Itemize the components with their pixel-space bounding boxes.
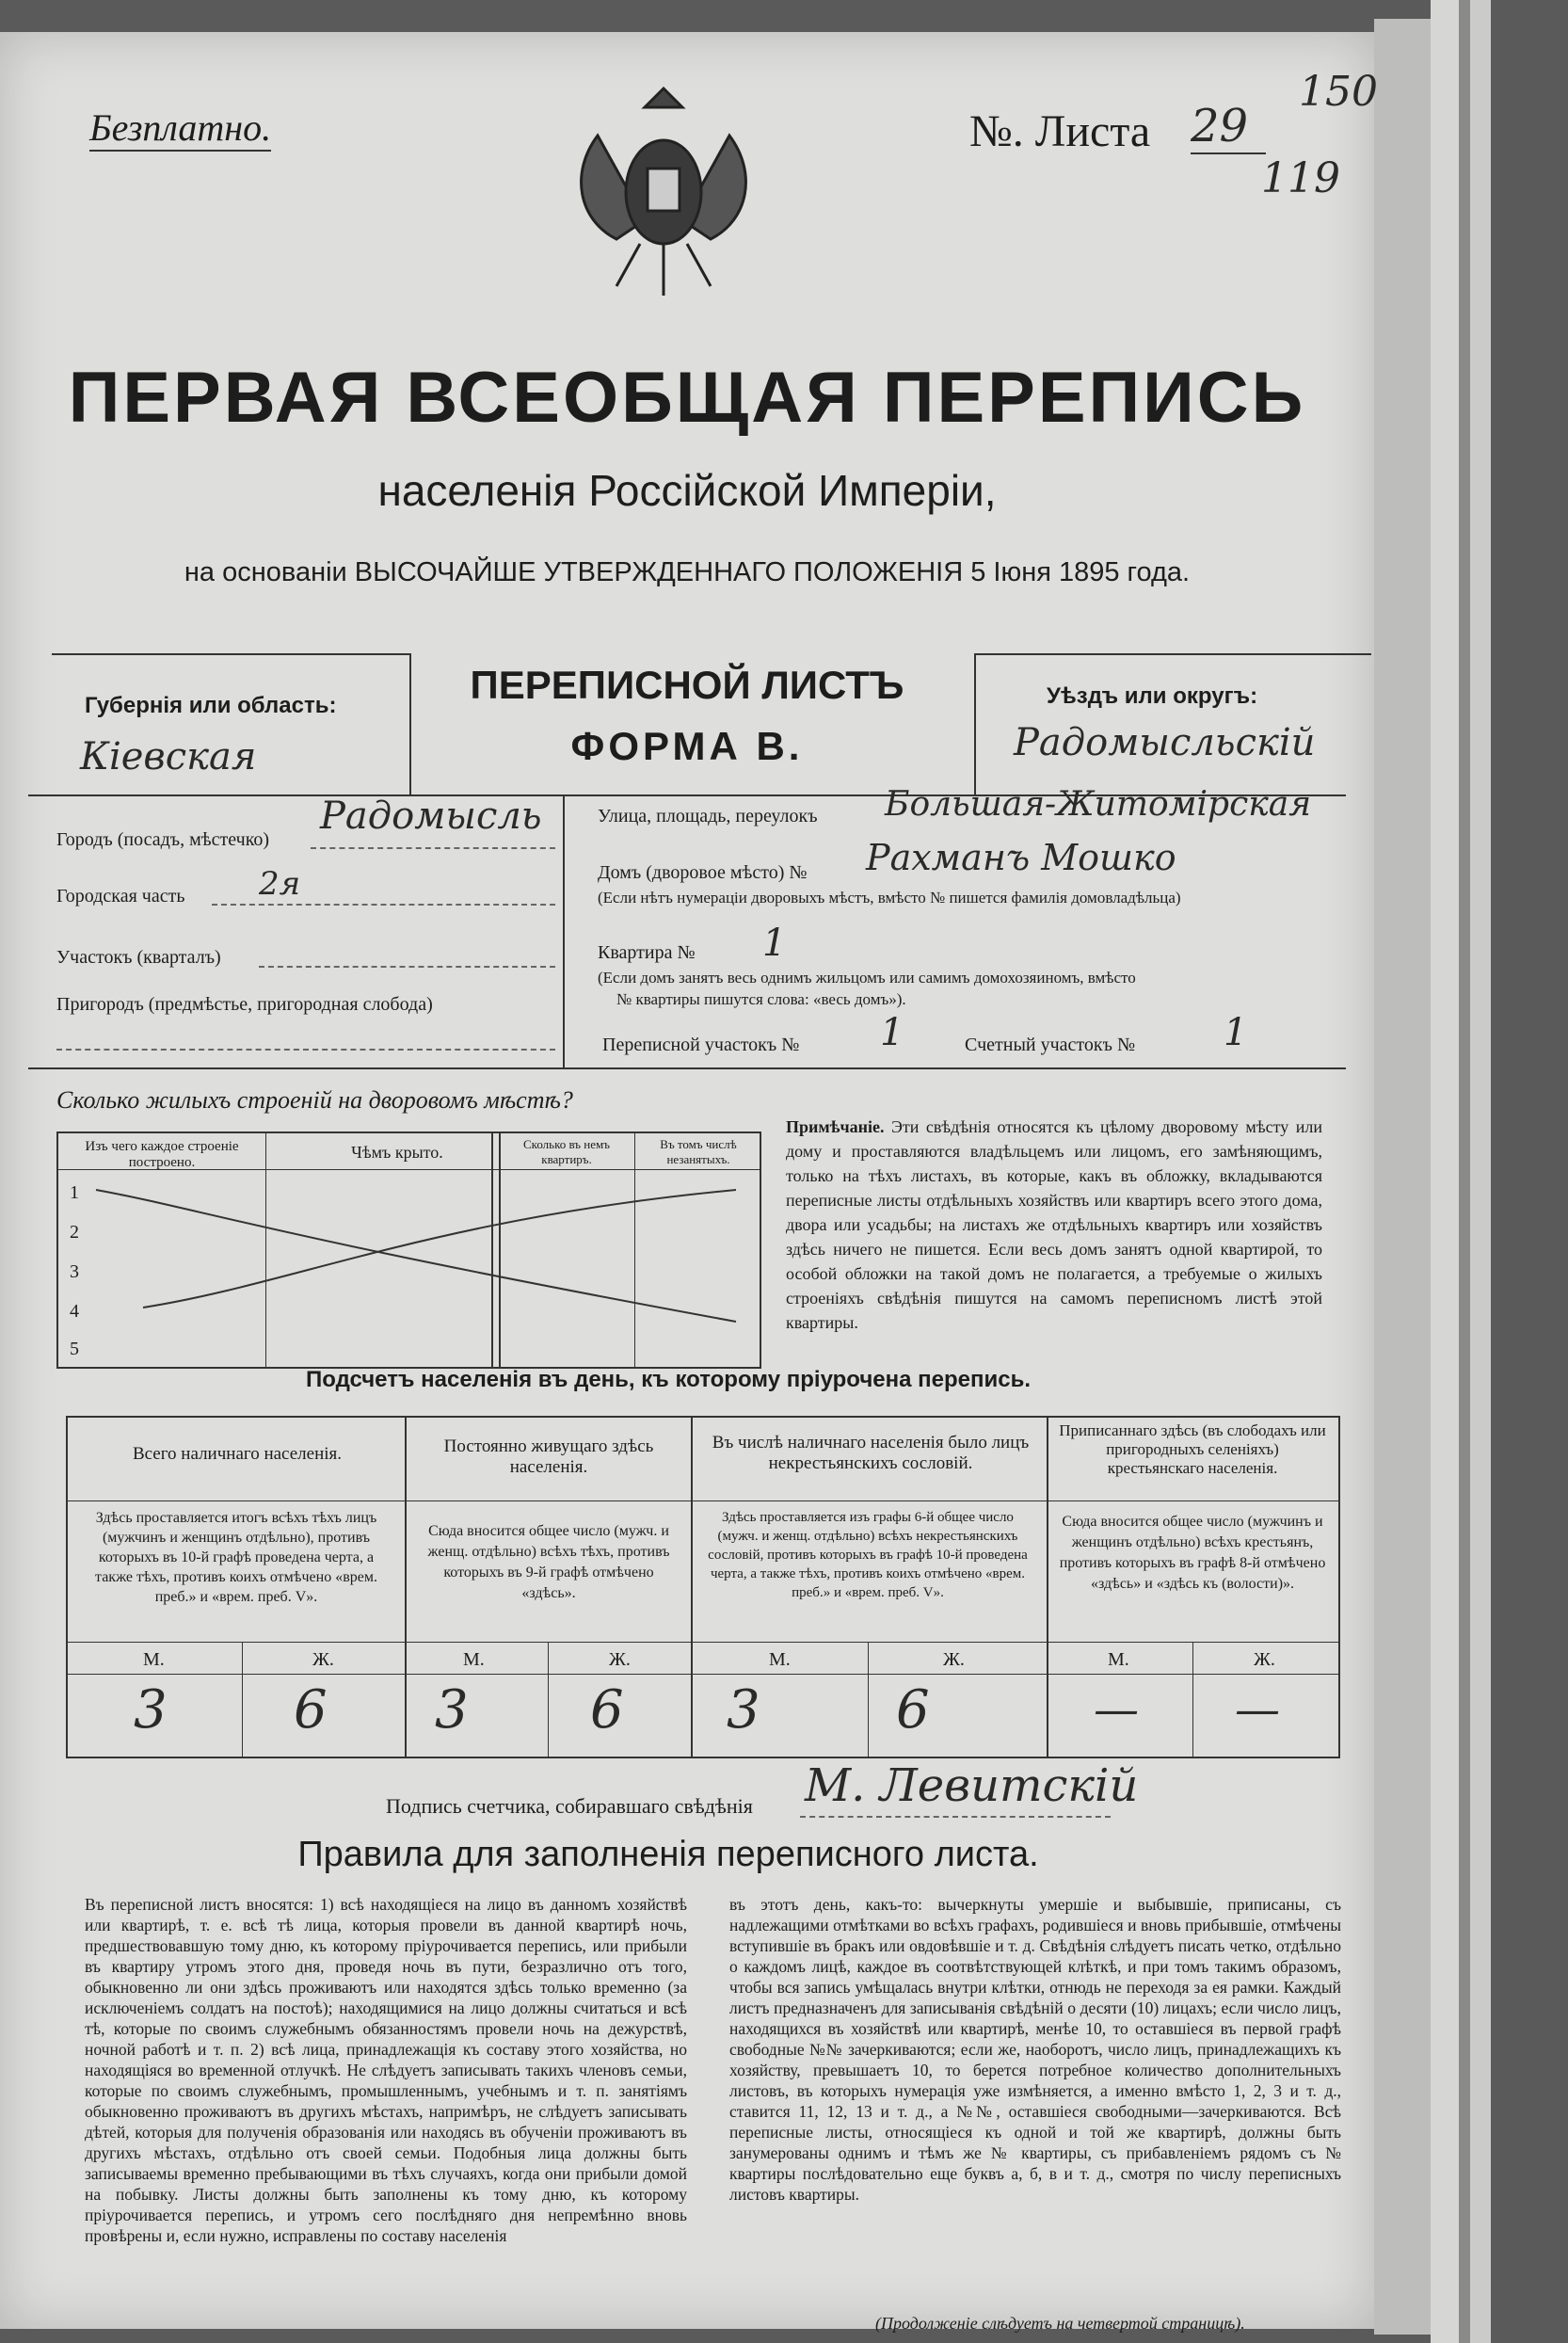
pop-col3-desc: Здѣсь проставляется изъ графы 6-й общее число (мужч. и женщ. отдѣльно) всѣхъ некрестьянскихъ сословій, противъ которыхъ въ графѣ 10-й проведена черта, а также тѣхъ, противъ коихъ отмѣчено «врем. преб.» и «врем. преб. V». <box>708 1510 1028 1600</box>
imperial-eagle-emblem <box>560 79 767 305</box>
census-area-label: Переписной участокъ № <box>602 1035 800 1055</box>
house-value: Рахманъ Мошко <box>866 837 1176 878</box>
buildings-table <box>56 1131 761 1369</box>
pop-col1-m-value: 3 <box>134 1679 168 1741</box>
sheet-number-value: 29 <box>1191 100 1266 154</box>
pop-col4-desc: Сюда вносится общее число (мужчинъ и женщинъ отдѣльно) всѣхъ крестьянъ, противъ которыхъ въ графѣ 8-й отмѣчено «здѣсь» и «здѣсь къ (волости)». <box>1059 1514 1326 1592</box>
archive-note-150: 150 <box>1299 68 1378 116</box>
main-title: ПЕРВАЯ ВСЕОБЩАЯ ПЕРЕПИСЬ <box>68 358 1306 438</box>
population-heading: Подсчетъ населенія въ день, къ которому пріурочена перепись. <box>306 1367 1031 1392</box>
basis-line: на основаніи ВЫСОЧАЙШЕ УТВЕРЖДЕННАГО ПОЛОЖЕНІЯ 5 Іюня 1895 года. <box>184 557 1191 587</box>
note-text: Эти свѣдѣнія относятся къ цѣлому дворовому мѣсту или дому и проставляются владѣльцемъ или лицомъ, его замѣняющимъ, только на тѣхъ листахъ, въ которые, какъ въ обложку, вкладываются переписные листы отдѣльныхъ хозяйствъ или квартиръ всего этого дома, двора или усадьбы; на листахъ же отдѣльныхъ квартиръ или хозяйствъ здѣсь ничего не пишется. Если весь домъ занятъ одной квартирой, то особой обложки на такой домъ не полагается, а требуемые о жилыхъ строеніяхъ свѣдѣнія пишутся на самомъ переписномъ листѣ этой квартиры. <box>786 1117 1322 1332</box>
form-name: ПЕРЕПИСНОЙ ЛИСТЪ <box>470 663 904 707</box>
house-note: (Если нѣтъ нумераціи дворовыхъ мѣстъ, вмѣсто № пишется фамилія домовладѣльца) <box>598 889 1181 907</box>
city-label: Городъ (посадъ, мѣстечко) <box>56 829 270 850</box>
note-paragraph <box>786 1115 1322 1335</box>
population-table <box>66 1416 1340 1758</box>
apartment-label: Квартира № <box>598 942 696 963</box>
buildings-header-material: Изъ чего каждое строеніе построено. <box>85 1139 239 1170</box>
pop-col2-m-value: 3 <box>435 1679 469 1741</box>
pop-col3-f-label: Ж. <box>943 1649 965 1670</box>
pop-col4-f-value: — <box>1235 1683 1280 1736</box>
building-row-1: 1 <box>70 1182 79 1203</box>
uezd-value: Радомысльскій <box>1014 721 1316 764</box>
buildings-header-apartments: Сколько въ немъ квартиръ. <box>523 1137 610 1166</box>
pop-col2-f-label: Ж. <box>609 1649 631 1670</box>
form-label: ФОРМА В. <box>570 724 804 768</box>
census-sheet <box>0 32 1378 2333</box>
apartment-note-2: № квартиры пишутся слова: «весь домъ»). <box>616 990 906 1008</box>
archive-note-119: 119 <box>1261 154 1340 202</box>
apartment-note-1: (Если домъ занятъ весь однимъ жильцомъ или самимъ домохозяиномъ, вмѣсто <box>598 969 1136 987</box>
pop-col3-f-value: 6 <box>896 1679 930 1741</box>
buildings-header-vacant: Въ томъ числѣ незанятыхъ. <box>660 1137 737 1166</box>
pop-col1-desc: Здѣсь проставляется итогъ всѣхъ тѣхъ лицъ (мужчинъ и женщинъ отдѣльно), противъ которыхъ въ 10-й графѣ проведена черта, а также тѣхъ, противъ коихъ отмѣчено «врем. преб.» и «врем. преб. V». <box>95 1510 377 1605</box>
suburb-label: Пригородъ (предмѣстье, пригородная слобода) <box>56 994 433 1015</box>
rules-continued: (Продолженіе слѣдуетъ на четвертой страницѣ). <box>875 2314 1245 2333</box>
pop-col4-m-value: — <box>1094 1683 1139 1736</box>
pop-col3-m-label: М. <box>769 1649 791 1670</box>
pop-col1-f-label: Ж. <box>312 1649 334 1670</box>
pop-col3-title: Въ числѣ наличнаго населенія было лицъ некрестьянскихъ сословій. <box>712 1433 1030 1473</box>
building-row-3: 3 <box>70 1261 79 1282</box>
signature-value: М. Левитскій <box>805 1759 1139 1812</box>
district-label: Участокъ (кварталъ) <box>56 947 221 968</box>
pop-col2-m-label: М. <box>463 1649 485 1670</box>
rules-left-column: Въ переписной листъ вносятся: 1) всѣ находящіеся на лицо въ данномъ хозяйствѣ или квартирѣ, т. е. всѣ тѣ лица, которыя провели въ данной квартирѣ ночь, предшествовавшую тому дню, къ которому пріурочивается перепись, или прибыли въ квартиру утромъ этого дня, проведя ночь въ пути, безразлично отъ того, обыкновенно ли они здѣсь проживаютъ или находятся здѣсь только временно (за исключеніемъ солдатъ на постоѣ); находящимися на лицо должны считаться и всѣ тѣ, которые по своимъ служебнымъ обязанностямъ провели ночь на дежурствѣ, ночной работѣ и т. п. 2) всѣ лица, принадлежащія къ составу этого хозяйства, но находящіяся во временной отлучкѣ. Не слѣдуетъ записывать такихъ членовъ семьи, которые по своимъ служебнымъ, промышленнымъ, учебнымъ и т. п. занятіямъ обыкновенно проживаютъ въ другихъ мѣстахъ, напримѣръ, не слѣдуетъ записывать дѣтей, которыя для полученія образованія или находясь въ обученіи проживаютъ въ другихъ мѣстахъ, отдѣльно отъ своей семьи. Подобныя лица должны быть записываемы временно пребывающими въ тѣхъ случаяхъ, когда они прибыли домой на побывку. Листы должны быть заполнены къ тому дню, къ которому пріурочивается перепись, и утромъ сего послѣдняго дня непремѣнно вновь провѣрены и, если нужно, исправлены по составу населенія <box>85 1895 687 2245</box>
pop-col4-f-label: Ж. <box>1254 1649 1275 1670</box>
building-row-2: 2 <box>70 1222 79 1243</box>
street-value: Большая-Житомірская <box>885 785 1312 824</box>
city-value: Радомысль <box>320 794 542 838</box>
pop-col4-m-label: М. <box>1108 1649 1129 1670</box>
census-area-value: 1 <box>880 1011 904 1054</box>
city-part-value: 2я <box>259 865 301 903</box>
pop-col3-m-value: 3 <box>727 1679 760 1741</box>
rules-title: Правила для заполненія переписного листа. <box>297 1835 1039 1874</box>
pop-col4-title: Приписаннаго здѣсь (въ слободахъ или пригородныхъ селеніяхъ) крестьянскаго населенія. <box>1059 1421 1326 1477</box>
count-area-value: 1 <box>1224 1011 1248 1054</box>
apartment-value: 1 <box>762 922 787 965</box>
pop-col2-title: Постоянно живущаго здѣсь населенія. <box>443 1436 654 1477</box>
count-area-label: Счетный участокъ № <box>965 1035 1136 1055</box>
pop-col1-m-label: М. <box>143 1649 165 1670</box>
pop-col1-f-value: 6 <box>294 1679 328 1741</box>
building-row-5: 5 <box>70 1339 79 1359</box>
street-label: Улица, площадь, переулокъ <box>598 806 818 826</box>
note-title: Примѣчаніе. <box>786 1117 885 1136</box>
sheet-number-label: №. Листа <box>969 106 1151 156</box>
free-label: Безплатно. <box>89 105 271 152</box>
building-row-4: 4 <box>70 1301 79 1322</box>
uezd-label: Уѣздъ или округъ: <box>1047 683 1258 709</box>
strikeout-marks <box>58 1133 760 1367</box>
subtitle: населенія Россійской Имперіи, <box>377 466 997 515</box>
buildings-question: Сколько жилыхъ строеній на дворовомъ мѣстѣ? <box>56 1086 573 1114</box>
signature-label: Подпись счетчика, собиравшаго свѣдѣнія <box>386 1794 753 1818</box>
city-part-label: Городская часть <box>56 886 185 907</box>
gubernia-label: Губернія или область: <box>85 693 337 718</box>
house-label: Домъ (дворовое мѣсто) № <box>598 862 808 883</box>
uezd-box <box>974 653 1371 796</box>
pop-col2-desc: Сюда вносится общее число (мужч. и женщ. отдѣльно) всѣхъ тѣхъ, противъ которыхъ въ 9-й графѣ отмѣчено «здѣсь». <box>427 1523 670 1601</box>
buildings-header-roof: Чѣмъ крыто. <box>351 1143 443 1162</box>
rules-right-column: въ этотъ день, какъ-то: вычеркнуты умершіе и выбывшіе, приписаны, съ надлежащими отмѣтками во всѣхъ графахъ, родившіеся и вновь прибывшіе, отмѣчены вступившіе въ бракъ или овдовѣвшіе и т. д. Свѣдѣнія слѣдуетъ писать четко, отдѣльно о каждомъ лицѣ, каждое въ соотвѣтствующей клѣткѣ, и при томъ такимъ образомъ, чтобы вся запись умѣщалась внутри клѣтки, отнюдь не переходя за ея рамки. Каждый листъ предназначенъ для записыванія свѣдѣній о десяти (10) лицахъ; если число лицъ, находящихся въ хозяйствѣ или квартирѣ, менѣе 10, то оставшіеся въ первой графѣ свободные №№ зачеркиваются; если же, наоборотъ, число лицъ, принадлежащихъ къ хозяйству, превышаетъ 10, то берется потребное количество дополнительныхъ листовъ, въ которыхъ нумерація уже измѣняется, а именно вмѣсто 1, 2, 3 и т. д., ставится 11, 12, 13 и т. д., а №№, оставшіеся свободными—зачеркиваются. Всѣ переписные листы, относящіеся къ одной и той же квартирѣ, должны быть занумерованы однимъ и тѣмъ же № квартиры, съ прибавленіемъ рядомъ съ № квартиры послѣдовательно еще буквъ а, б, в и т. д., смотря по числу переписныхъ листовъ квартиры. <box>729 1895 1341 2204</box>
pop-col2-f-value: 6 <box>590 1679 624 1741</box>
pop-col1-title: Всего наличнаго населенія. <box>132 1444 343 1464</box>
gubernia-value: Кіевская <box>80 735 257 778</box>
